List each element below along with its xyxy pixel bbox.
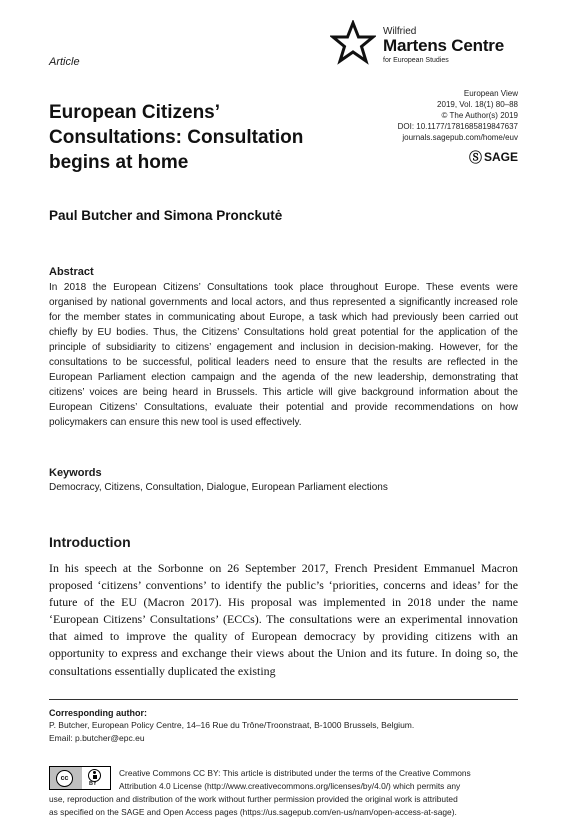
logo-line1: Wilfried: [383, 26, 417, 37]
journal-doi[interactable]: DOI: 10.1177/1781685819847637: [397, 122, 518, 131]
journal-meta: [398, 88, 518, 143]
corresponding-author-email[interactable]: Email: p.butcher@epc.eu: [49, 733, 145, 743]
by-label: BY: [89, 781, 97, 787]
journal-copyright: © The Author(s) 2019: [441, 111, 518, 120]
introduction-text: In his speech at the Sorbonne on 26 September 2017, French President Emmanuel Macron proposed ‘citizens’ conventions’ to identify the public’s ‘priorities, concerns and ideas’ for the future of the EU (Macron 2017). His proposal was implemented in 2018 under the name ‘European Citizens’ Consultations’ (ECCs). The consultations were an experimental innovation that aimed to improve the quality of European democracy by providing citizens with an opportunity to express and exchange their views about the Union and its future. In doing so, the consultations essentially duplicated the existing: [49, 561, 518, 678]
authors: Paul Butcher and Simona Pronckutė: [49, 208, 283, 223]
logo-line3: for European Studies: [383, 57, 449, 64]
logo-line2: Martens Centre: [383, 36, 504, 55]
article-title: European Citizens’ Consultations: Consultation begins at home: [49, 102, 304, 173]
martens-centre-logo: [330, 20, 530, 70]
star-icon: [330, 20, 376, 66]
license-text-line2: Attribution 4.0 License (http://www.creativecommons.org/licenses/by/4.0/) which permits any: [119, 781, 461, 791]
journal-name: European View: [463, 89, 518, 98]
sage-icon: Ⓢ: [468, 150, 482, 165]
article-type-label: Article: [49, 56, 80, 68]
journal-url[interactable]: journals.sagepub.com/home/euv: [402, 133, 518, 142]
journal-volume: 2019, Vol. 18(1) 80–88: [437, 100, 518, 109]
license-text-line4: as specified on the SAGE and Open Access pages (https://us.sagepub.com/en-us/nam/open-access-at-sage).: [49, 807, 457, 817]
corresponding-author-address: P. Butcher, European Policy Centre, 14–16 Rue du Trône/Troonstraat, B-1000 Brussels, Belgium.: [49, 720, 415, 730]
footnote-divider: [49, 699, 518, 700]
license-text-line3: use, reproduction and distribution of the work without further permission provided the original work is attributed: [49, 794, 458, 804]
abstract-heading: Abstract: [49, 266, 94, 278]
abstract-text: In 2018 the European Citizens’ Consultations took place throughout Europe. These events were organised by national governments and local actors, and thus represented a significantly increased role for the member states in communicating about Europe, a task which had previously been carried out chiefly by EU bodies. Thus, the Citizens’ Consultations hold great potential for the application of the principle of subsidiarity to citizens’ engagement and inclusion in decision-making. However, for the consultations to be successful, political leaders need to ensure that the results are reflected in the European Parliament election campaign and the agenda of the new leadership, demonstrating that citizens’ voices are being heard in Brussels. This article will give background information about the European Citizens’ Consultations, evaluate their potential and provide recommendations on how policymakers can ensure this new tool is used effectively.: [49, 282, 518, 428]
keywords-heading: Keywords: [49, 467, 102, 479]
corresponding-author-heading: Corresponding author:: [49, 708, 147, 718]
keywords-text: Democracy, Citizens, Consultation, Dialogue, European Parliament elections: [49, 482, 388, 493]
cc-by-badge[interactable]: [49, 766, 111, 790]
cc-icon: cc: [56, 770, 73, 787]
license-text-line1: Creative Commons CC BY: This article is distributed under the terms of the Creative Commons: [119, 768, 471, 778]
introduction-heading: Introduction: [49, 534, 131, 550]
sage-label: SAGE: [483, 149, 518, 164]
sage-logo: [469, 147, 518, 166]
